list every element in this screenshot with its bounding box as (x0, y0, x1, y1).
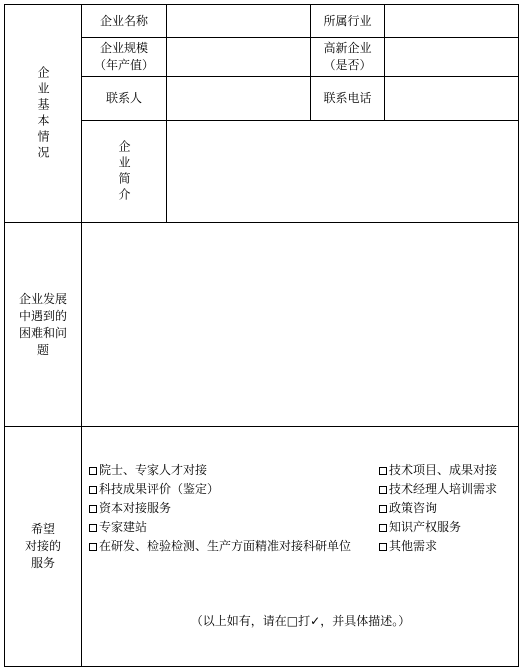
difficulties-field[interactable] (82, 223, 518, 426)
service-option-label: 技术经理人培训需求 (389, 482, 498, 496)
service-option[interactable] (89, 461, 351, 480)
services-label-line: 希望 (30, 522, 55, 536)
difficulties-label-line: 题 (36, 342, 49, 357)
checkbox-icon[interactable] (89, 524, 97, 532)
company-name-field[interactable] (167, 5, 310, 37)
service-option-label: 科技成果评价（鉴定） (99, 482, 220, 496)
service-option-label: 院士、专家人才对接 (99, 463, 208, 477)
service-option-label: 其他需求 (389, 539, 438, 553)
industry-field[interactable] (385, 5, 518, 37)
services-label (5, 427, 81, 666)
industry-label: 所属行业 (323, 13, 372, 28)
company-scale-label-line2: （年产值） (93, 58, 154, 72)
basic-info-label: 企业基本情况 (36, 65, 50, 162)
contact-label: 联系人 (105, 91, 142, 105)
company-scale-field[interactable] (167, 38, 310, 76)
high-tech-label-line1: 高新企业 (323, 41, 372, 55)
company-intro-label: 企业简介 (117, 139, 131, 204)
high-tech-field[interactable] (385, 38, 518, 76)
checkbox-icon[interactable] (379, 543, 387, 551)
high-tech-label-line2: （是否） (323, 58, 372, 72)
service-option[interactable] (379, 461, 497, 480)
service-option-label: 资本对接服务 (99, 501, 172, 515)
company-intro-field[interactable] (167, 121, 518, 222)
checkbox-icon[interactable] (89, 486, 97, 494)
services-options-right (379, 461, 497, 556)
service-option[interactable] (89, 537, 351, 556)
company-scale-label (82, 38, 166, 76)
contact-field[interactable] (167, 77, 310, 120)
checkbox-icon[interactable] (89, 467, 97, 475)
service-option-label: 在研发、检验检测、生产方面精准对接科研单位 (99, 539, 352, 553)
service-option[interactable] (379, 480, 497, 499)
checkbox-icon[interactable] (379, 486, 387, 494)
service-option[interactable] (379, 499, 497, 518)
phone-label: 联系电话 (323, 91, 372, 105)
difficulties-label-line: 中遇到的 (18, 308, 67, 323)
service-option-label: 政策咨询 (389, 501, 438, 515)
difficulties-label-line: 企业发展 (18, 291, 67, 306)
checkbox-icon[interactable] (89, 543, 97, 551)
checkbox-icon[interactable] (379, 505, 387, 513)
service-option-label: 专家建站 (99, 520, 148, 534)
company-name-label: 企业名称 (99, 13, 148, 28)
difficulties-label (5, 223, 81, 426)
service-option-label: 技术项目、成果对接 (389, 463, 498, 477)
service-option-label: 知识产权服务 (389, 520, 462, 534)
high-tech-label (311, 38, 384, 76)
service-option[interactable] (89, 480, 351, 499)
service-option[interactable] (89, 499, 351, 518)
phone-field[interactable] (385, 77, 518, 120)
company-scale-label-line1: 企业规模 (99, 41, 148, 55)
service-option[interactable] (89, 518, 351, 537)
services-options-left (89, 461, 351, 556)
checkbox-icon[interactable] (379, 467, 387, 475)
service-option[interactable] (379, 537, 497, 556)
services-label-line: 对接的 (24, 539, 61, 553)
service-option[interactable] (379, 518, 497, 537)
services-note: （以上如有，请在□打✓，并具体描述。） (190, 614, 411, 628)
services-label-line: 服务 (30, 556, 55, 570)
difficulties-label-line: 困难和问 (18, 325, 67, 340)
checkbox-icon[interactable] (89, 505, 97, 513)
checkbox-icon[interactable] (379, 524, 387, 532)
